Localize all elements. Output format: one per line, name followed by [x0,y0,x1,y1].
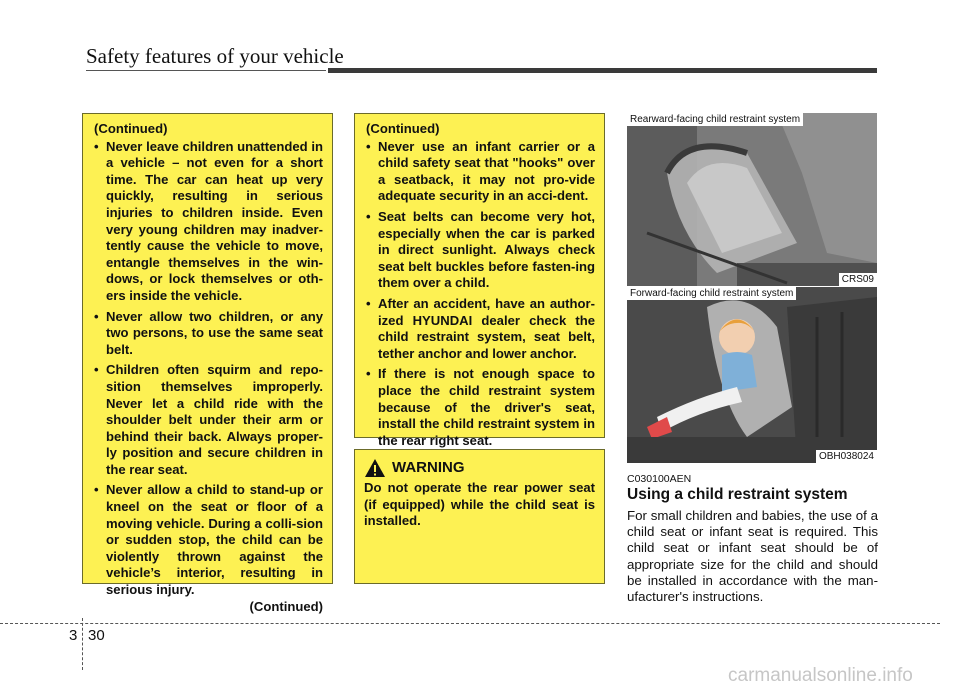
watermark: carmanualsonline.info [728,665,913,686]
warning-triangle-icon [364,458,386,478]
figure-code: OBH038024 [816,450,877,463]
continued-label-top: (Continued) [366,121,440,136]
list-item: • Never use an infant carrier or a child safety seat that "hooks" over a seatback, it may not pro-vide adequate security in an acci-dent. [364,139,595,205]
rearward-seat-illustration [627,113,877,286]
figure-caption: Forward-facing child restraint system [627,287,796,300]
list-item: • If there is not enough space to place the child restraint system because of the driver's seat, install the child restraint system in the rear right seat. [364,366,595,449]
list-item: • Never allow a child to stand-up or kneel on the seat or floor of a moving vehicle. During a colli-sion or sudden stop, the child can be violently thrown against the vehicle’s interior, resulting in serious injury. [92,482,323,598]
warning-text: Do not operate the rear power seat (if equipped) while the child seat is installed. [364,480,595,529]
figure-code: CRS09 [839,273,877,286]
list-item: • Never leave children unattended in a vehicle – not even for a short time. The car can heat up very quickly, resulting in serious injuries to children inside. Even very young children may inadver-tently cause the vehicle to move, entangle themselves in the win-dows, or lock themselves or oth-ers inside the vehicle. [92,139,323,305]
section-body-text: For small children and babies, the use of a child seat or infant seat is required. This child seat or infant seat should be of appropriate size for the child and should be installed in accordance with the man-ufacturer's instructions. [627,508,878,605]
list-item: • Children often squirm and repo-sition themselves improperly. Never let a child ride with the shoulder belt under their arm or behind their back. Always proper-ly position and secure children in the rear seat. [92,362,323,478]
page-header-title: Safety features of your vehicle [86,44,344,68]
footer-rule [0,623,940,624]
chapter-number: 3 [69,627,78,644]
list-item: • Seat belts can become very hot, especially when the car is parked in direct sunlight. Always check seat belt buckles before fasten-ing them over a child. [364,209,595,292]
header-rule [328,68,877,73]
warning-title: WARNING [392,458,465,476]
section-heading: Using a child restraint system [627,486,848,503]
forward-facing-seat-photo [627,287,877,463]
footer-vertical-rule [82,618,83,670]
caution-box-left [82,113,333,614]
caution-list-left [92,139,323,599]
section-code: C030100AEN [627,473,692,485]
forward-seat-illustration [627,287,877,463]
header-rule-thin [86,70,326,71]
caution-box-middle [354,113,605,448]
list-item: • Never allow two children, or any two persons, to use the same seat belt. [92,309,323,359]
continued-label-bottom: (Continued) [249,598,323,614]
figure-caption: Rearward-facing child restraint system [627,113,803,126]
warning-box [354,449,605,584]
caution-list-middle [364,139,595,450]
warning-heading [364,458,595,478]
list-item: • After an accident, have an author-ized HYUNDAI dealer check the child restraint system, seat belt, tether anchor and lower anchor. [364,296,595,362]
continued-label-top: (Continued) [94,121,168,136]
page-number: 30 [88,627,105,644]
rearward-facing-seat-photo [627,113,877,286]
